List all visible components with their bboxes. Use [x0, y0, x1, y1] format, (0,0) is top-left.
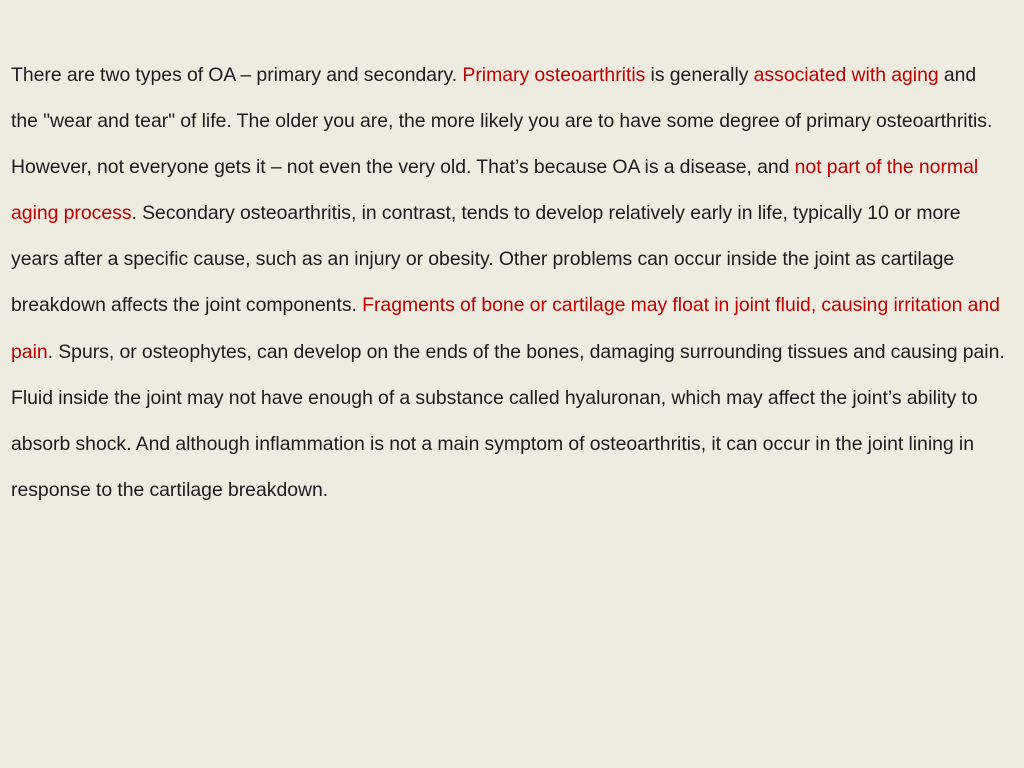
highlighted-phrase: Primary osteoarthritis — [462, 64, 646, 86]
text-segment: . Spurs, or osteophytes, can develop on the ends of the bones, damaging surrounding tissues and causing pain. Fluid inside the joint may not have enough of a substance called hyaluronan, which may affect the joint’s ability to absorb shock. And although inflammation is not a main symptom of osteoarthritis, it can occur in the joint lining in response to the cartilage breakdown. — [11, 340, 1005, 501]
text-segment: is generally — [645, 64, 754, 86]
text-segment: and the "wear and tear" of life. The older you are, the more likely you are to have some degree of primary osteoarthritis. However, not everyone gets it – not even the very old. That’s because OA is a disease, and — [11, 64, 993, 179]
highlighted-phrase: Fragments of bone or cartilage may float in joint fluid, causing irritation and pain — [11, 294, 1000, 363]
highlighted-phrase: associated with aging — [753, 64, 939, 86]
text-segment: There are two types of OA – primary and secondary. — [11, 64, 463, 86]
highlighted-phrase: not part of the normal aging process — [11, 156, 979, 225]
text-segment: . Secondary osteoarthritis, in contrast, tends to develop relatively early in life, typically 10 or more years after a specific cause, such as an injury or obesity. Other problems can occur inside the joint as cartilage breakdown affects the joint components. — [11, 202, 961, 317]
body-paragraph — [11, 52, 1006, 513]
